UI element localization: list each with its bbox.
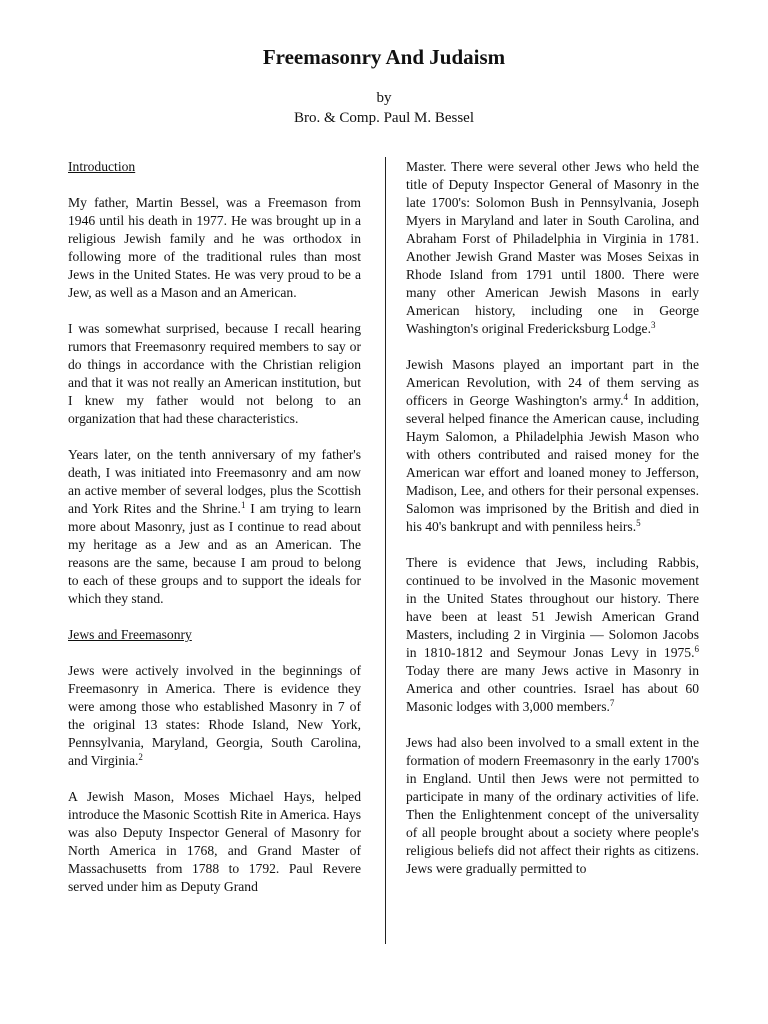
- by-label: by: [376, 90, 392, 106]
- paragraph-text: I am trying to learn more about Masonry, just as I continue to read about my heritage as a Jew and as an American. The reasons are the same, because I am proud to belong to each of these groups and to support the ideals for which they stand.: [68, 501, 362, 606]
- column-divider: [385, 157, 386, 944]
- paragraph-text: In addition, several helped finance the American cause, including Haym Salomon, a Philadelphia Jewish Mason who with others contributed and raised money for the American war effort and loaned money to Jefferson, Madison, Lee, and others for their personal expenses. Salomon was imprisoned by the British and died in his 40's bankrupt and with penniless heirs.: [406, 393, 699, 534]
- footnote-marker: 2: [138, 752, 143, 762]
- left-column: [68, 158, 361, 914]
- paragraph: A Jewish Mason, Moses Michael Hays, helped introduce the Masonic Scottish Rite in America. Hays was also Deputy Inspector General of Masonry for North America in 1768, and Grand Master of Massachusetts from 1788 to 1792. Paul Revere served under him as Deputy Grand: [68, 789, 361, 894]
- footnote-marker: 7: [609, 698, 615, 708]
- paragraph: [68, 662, 361, 770]
- footnote-marker: 4: [623, 392, 629, 402]
- paragraph: [68, 446, 361, 608]
- document-title: Freemasonry And Judaism: [262, 45, 506, 69]
- paragraph-text: Jewish Masons played an important part in the American Revolution, with 24 of them serving as officers in George Washington's army.: [406, 357, 699, 408]
- paragraph: Jews had also been involved to a small extent in the formation of modern Freemasonry in the early 1700's in England. Until then Jews were not permitted to participate in many of the ordinary activities of life. Then the Enlightenment concept of the universality of all people brought about a society where people's religious beliefs did not affect their rights as citizens. Jews were gradually permitted to: [406, 735, 699, 876]
- byline: [0, 88, 768, 128]
- heading-jews-and-freemasonry: Jews and Freemasonry: [68, 627, 192, 642]
- author-name: Bro. & Comp. Paul M. Bessel: [293, 110, 474, 126]
- paragraph: [406, 554, 699, 716]
- paragraph: [406, 356, 699, 536]
- paragraph: [406, 158, 699, 338]
- paragraph-text: Jews were actively involved in the beginnings of Freemasonry in America. There is evidence they were among those who established Masonry in 7 of the original 13 states: Rhode Island, New York, Pennsylvania, Maryland, Georgia, South Carolina, and Virginia.: [68, 663, 361, 768]
- footnote-marker: 1: [240, 500, 246, 510]
- paragraph: My father, Martin Bessel, was a Freemason from 1946 until his death in 1977. He was brought up in a religious Jewish family and he was orthodox in following more of the traditional rules than most Jews in the United States. He was very proud to be a Jew, as well as a Mason and an American.: [68, 195, 361, 300]
- heading-introduction: Introduction: [68, 159, 136, 174]
- footnote-marker: 5: [636, 518, 641, 528]
- paragraph-text: Years later, on the tenth anniversary of my father's death, I was initiated into Freemasonry and am now an active member of several lodges, plus the Scottish and York Rites and the Shrine.: [68, 447, 361, 516]
- right-column: [406, 158, 699, 896]
- paragraph: I was somewhat surprised, because I recall hearing rumors that Freemasonry required members to say or do things in accordance with the Christian religion and that it was not really an American institution, but I knew my father would not belong to an organization that had these characteristics.: [68, 321, 361, 426]
- paragraph-text: Master. There were several other Jews who held the title of Deputy Inspector General of Masonry in the late 1700's: Solomon Bush in Pennsylvania, Joseph Myers in Maryland and later in South Carolina, and Abraham Forst of Philadelphia in Virginia in 1781. Another Jewish Grand Master was Moses Seixas in Rhode Island from 1791 until 1800. There were many other American Jewish Masons in early American history, including one in George Washington's original Fredericksburg Lodge.: [406, 159, 699, 336]
- footnote-marker: 3: [651, 320, 656, 330]
- paragraph-text: There is evidence that Jews, including Rabbis, continued to be involved in the Masonic movement in the United States throughout our history. There have been at least 51 Jewish American Grand Masters, including 2 in Virginia — Solomon Jacobs in 1810-1812 and Seymour Jonas Levy in 1975.: [406, 555, 699, 660]
- paragraph-text: Today there are many Jews active in Masonry in America and other countries. Israel has about 60 Masonic lodges with 3,000 members.: [406, 663, 699, 714]
- footnote-marker: 6: [694, 644, 699, 654]
